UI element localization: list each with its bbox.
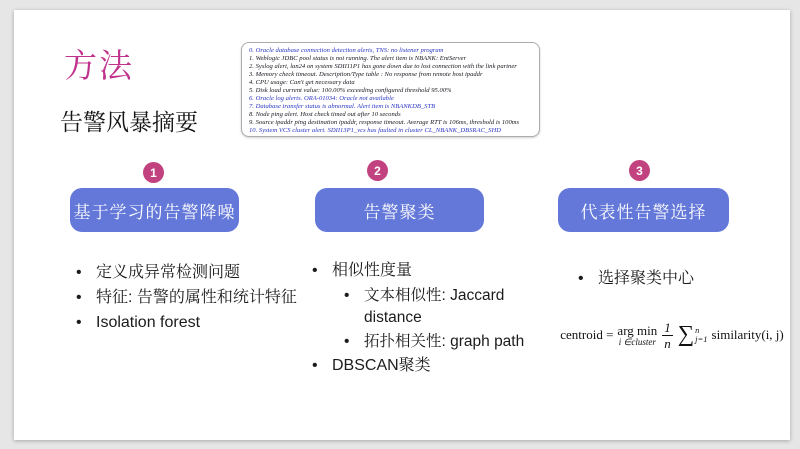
formula-numerator: 1 <box>664 319 671 335</box>
step-2-number-badge: 2 <box>367 160 388 181</box>
step-2-title-pill: 告警聚类 <box>315 188 484 232</box>
formula-argmin <box>617 324 657 347</box>
step-3-title-pill: 代表性告警选择 <box>558 188 729 232</box>
formula-fraction <box>662 321 673 350</box>
alert-line-7: 7. Database transfer status is abnormal. Alert item is NBANKDB_STB <box>249 103 436 111</box>
alert-line-0: 0. Oracle database connection detection alerts, TNS: no listener program <box>249 47 444 54</box>
step-1-number-badge: 1 <box>143 162 164 183</box>
list-item: • 文本相似性: Jaccard distance <box>340 285 548 329</box>
presentation-slide <box>14 10 790 440</box>
formula-denominator: n <box>664 335 671 351</box>
step-1-bullet-list <box>72 262 300 337</box>
list-item: • DBSCAN聚类 <box>308 355 548 377</box>
formula-argmin-sub: i ∈cluster <box>618 336 656 347</box>
alert-line-8: 8. Node ping alert. Host check timed out after 10 seconds <box>249 111 401 119</box>
alert-sample-box <box>241 42 540 137</box>
step-2-bullet-list <box>308 260 548 380</box>
list-item: • Isolation forest <box>72 312 300 334</box>
alert-line-9: 9. Source ipaddr ping destination ipaddr, response timeout. Average RTT is 106ms, threshold is 100ms <box>249 119 520 127</box>
list-item: • 拓扑相关性: graph path <box>340 331 548 353</box>
alert-line-1: 1. Weblogic JDBC pool status is not running. The alert item is NBANK: EntServer <box>249 55 467 63</box>
step-3-number-badge: 3 <box>629 160 650 181</box>
alert-line-2: 2. Syslog alert, lan24 on system SDII11P1 has gone down due to lost connection with the link partner <box>249 63 517 71</box>
formula-sum-lower: j=1 <box>695 334 708 344</box>
list-item: • 相似性度量 <box>308 260 548 282</box>
step-3-bullet-list <box>574 268 799 293</box>
formula-sum-limits <box>695 326 707 345</box>
list-item: • 特征: 告警的属性和统计特征 <box>72 287 300 309</box>
alert-line-4: 4. CPU usage: Can't get necessary data <box>249 79 355 87</box>
step-1-title-pill: 基于学习的告警降噪 <box>70 188 239 232</box>
slide-title: 方法 <box>64 47 134 84</box>
alert-line-3: 3. Memory check timeout. Description/Type table : No response from remote host ipaddr <box>249 71 483 79</box>
formula-lhs: centroid = <box>560 327 614 342</box>
formula-argmin-op: arg min <box>617 322 658 338</box>
alert-line-6: 6. Oracle log alerts. ORA-01034: Oracle not available <box>249 95 394 103</box>
alert-line-10: 10. System VCS cluster alert. SDII13P1_vcs has faulted in cluster CL_NBANK_DBSRAC_SHD <box>249 127 502 135</box>
sigma-sum-symbol: ∑ <box>677 321 695 346</box>
list-item: • 定义成异常检测问题 <box>72 262 300 284</box>
formula-rhs: similarity(i, j) <box>711 327 784 342</box>
formula-sum-upper: n <box>695 324 700 335</box>
alert-line-5: 5. Disk load current value: 100.00% exceeding configured threshold 95.00% <box>249 87 452 95</box>
slide-subtitle: 告警风暴摘要 <box>60 109 198 135</box>
list-item: • 选择聚类中心 <box>574 268 799 290</box>
centroid-formula <box>546 314 798 356</box>
